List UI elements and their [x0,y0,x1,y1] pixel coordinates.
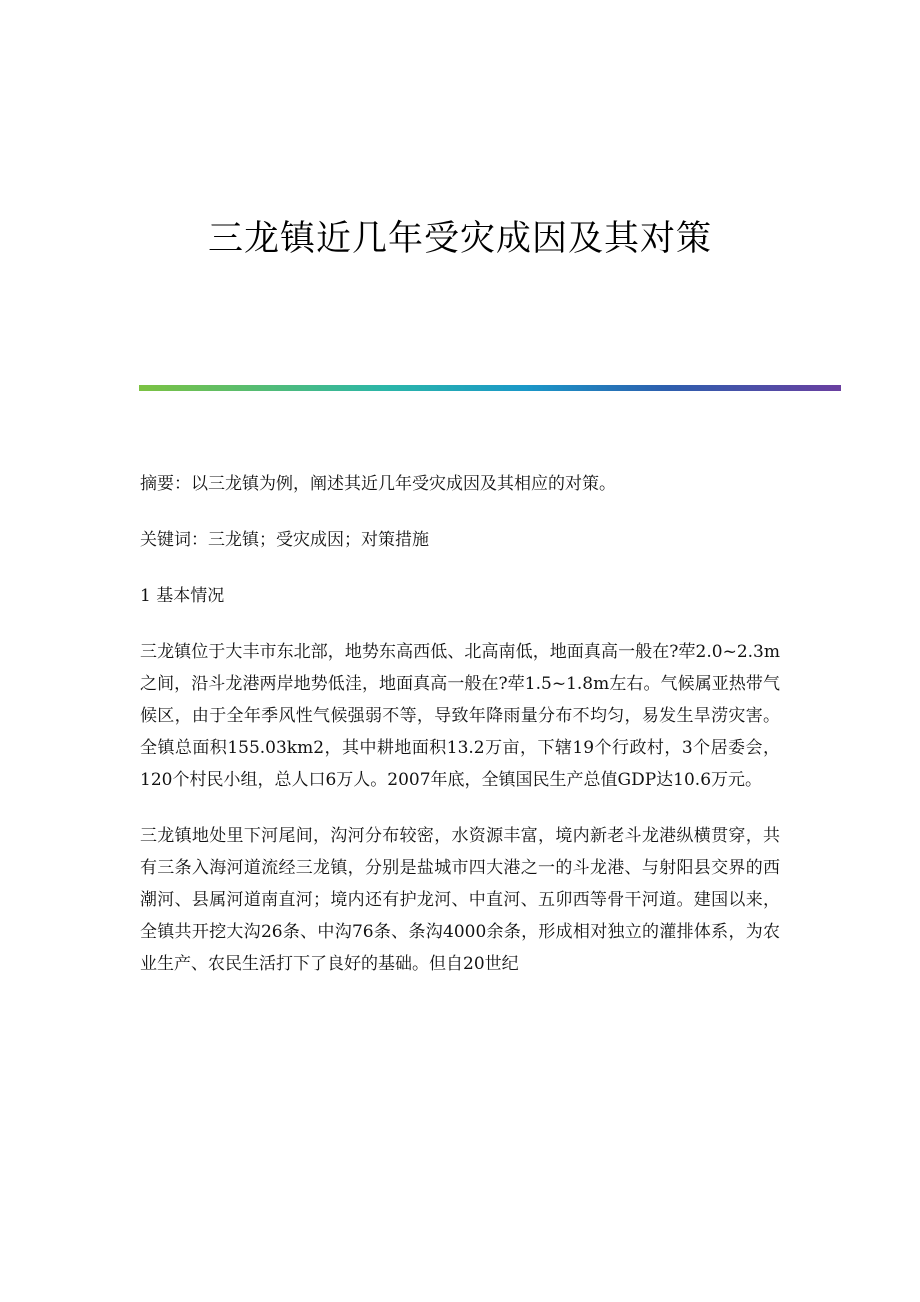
paragraph-1: 三龙镇位于大丰市东北部，地势东高西低、北高南低，地面真高一般在?荦2.0~2.3m之间，沿斗龙港两岸地势低洼，地面真高一般在?荦1.5~1.8m左右。气候属亚热带气候区，由于全年季风性气候强弱不等，导致年降雨量分布不均匀，易发生旱涝灾害。全镇总面积155.03km2，其中耕地面积13.2万亩，下辖19个行政村，3个居委会，120个村民小组，总人口6万人。2007年底，全镇国民生产总值GDP达10.6万元。 [140,642,780,790]
page-title: 三龙镇近几年受灾成因及其对策 [207,219,712,259]
article-body [140,468,780,1004]
abstract: 摘要：以三龙镇为例，阐述其近几年受灾成因及其相应的对策。 [140,474,616,494]
paragraph-2: 三龙镇地处里下河尾间，沟河分布较密，水资源丰富，境内新老斗龙港纵横贯穿，共有三条入海河道流经三龙镇，分别是盐城市四大港之一的斗龙港、与射阳县交界的西潮河、县属河道南直河；境内还有护龙河、中直河、五卯西等骨干河道。建国以来，全镇共开挖大沟26条、中沟76条、条沟4000余条，形成相对独立的灌排体系，为农业生产、农民生活打下了良好的基础。但自20世纪 [140,826,780,974]
title-divider [139,385,841,391]
keywords: 关键词：三龙镇；受灾成因；对策措施 [140,530,429,550]
section-heading: 1 基本情况 [140,586,225,606]
